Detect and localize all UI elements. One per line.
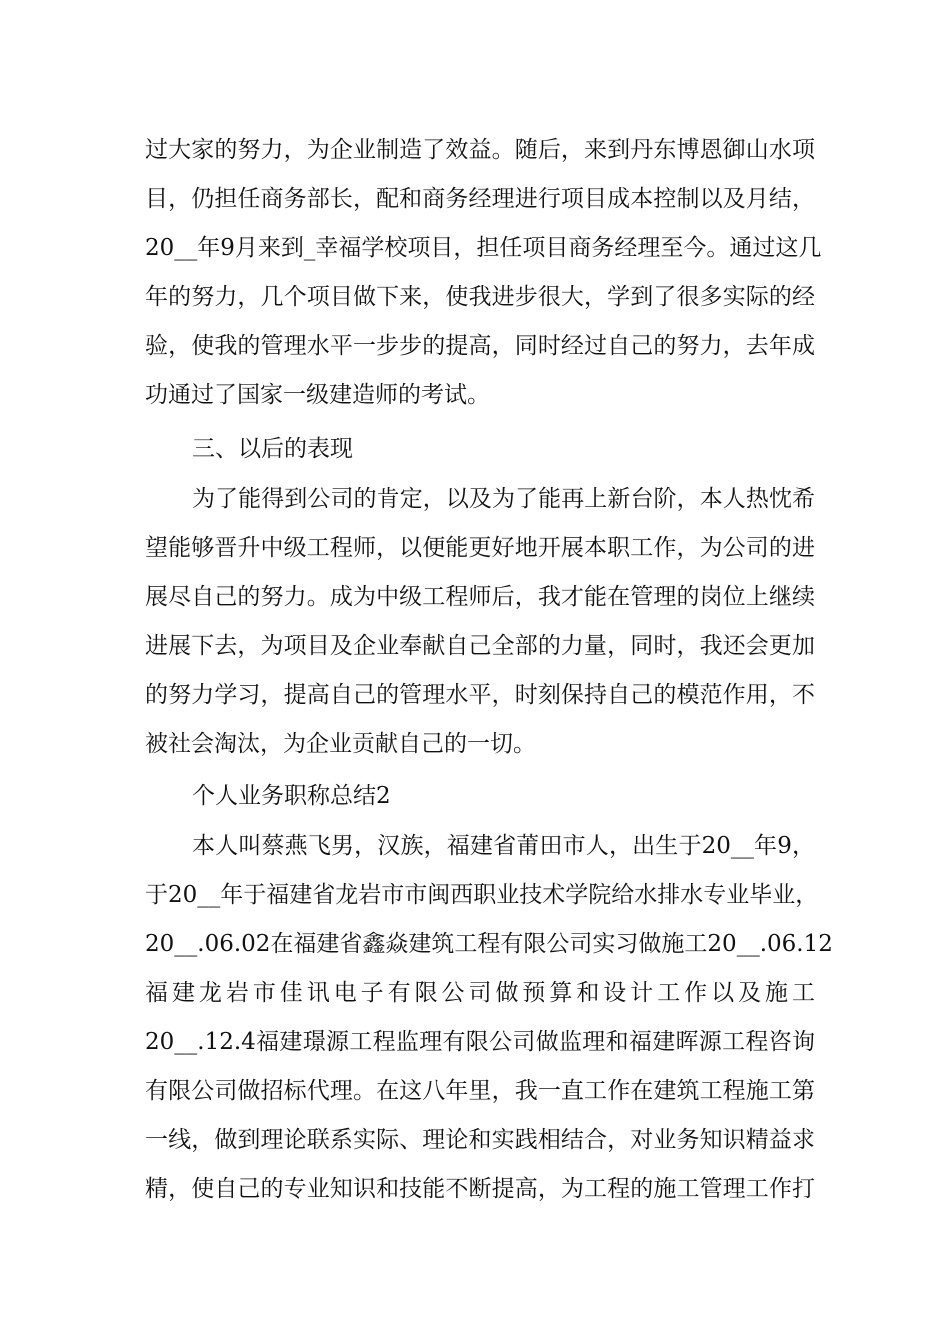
body-text-line: 福建龙岩市佳讯电子有限公司做预算和设计工作以及施工 [145, 980, 815, 1006]
body-text-line: 过大家的努力，为企业制造了效益。随后，来到丹东博恩御山水项 [145, 137, 815, 163]
body-text-line: 的努力学习，提高自己的管理水平，时刻保持自己的模范作用，不 [145, 682, 815, 708]
body-text-line: 望能够晋升中级工程师，以便能更好地开展本职工作，为公司的进 [145, 535, 815, 561]
body-text-line: 功通过了国家一级建造师的考试。 [145, 382, 490, 408]
body-text-line: 目，仍担任商务部长，配和商务经理进行项目成本控制以及月结， [145, 186, 815, 212]
body-text-line: 验，使我的管理水平一步步的提高，同时经过自己的努力，去年成 [145, 333, 815, 359]
body-text-line: 被社会淘汰，为企业贡献自己的一切。 [145, 731, 536, 757]
body-text-line: 有限公司做招标代理。在这八年里，我一直工作在建筑工程施工第 [145, 1078, 815, 1104]
body-text-line: 于20__年于福建省龙岩市市闽西职业技术学院给水排水专业毕业， [145, 882, 819, 908]
body-text-line: 为了能得到公司的肯定，以及为了能再上新台阶，本人热忱希 [192, 486, 815, 512]
body-text-line: 进展下去，为项目及企业奉献自己全部的力量，同时，我还会更加 [145, 633, 815, 659]
section-heading: 三、以后的表现 [192, 436, 353, 462]
section-heading: 个人业务职称总结2 [192, 783, 391, 809]
body-text-line: 本人叫蔡燕飞男，汉族，福建省莆田市人，出生于20__年9， [192, 833, 815, 859]
body-text-line: 一线，做到理论联系实际、理论和实践相结合，对业务知识精益求 [145, 1127, 815, 1153]
body-text-line: 展尽自己的努力。成为中级工程师后，我才能在管理的岗位上继续 [145, 584, 815, 610]
body-text-line: 20__.06.02在福建省鑫焱建筑工程有限公司实习做施工20__.06.12 [145, 931, 833, 957]
body-text-line: 年的努力，几个项目做下来，使我进步很大，学到了很多实际的经 [145, 284, 815, 310]
body-text-line: 精，使自己的专业知识和技能不断提高，为工程的施工管理工作打 [145, 1176, 815, 1202]
body-text-line: 20__.12.4福建璟源工程监理有限公司做监理和福建晖源工程咨询 [145, 1029, 815, 1055]
body-text-line: 20__年9月来到_幸福学校项目，担任项目商务经理至今。通过这几 [145, 235, 822, 261]
